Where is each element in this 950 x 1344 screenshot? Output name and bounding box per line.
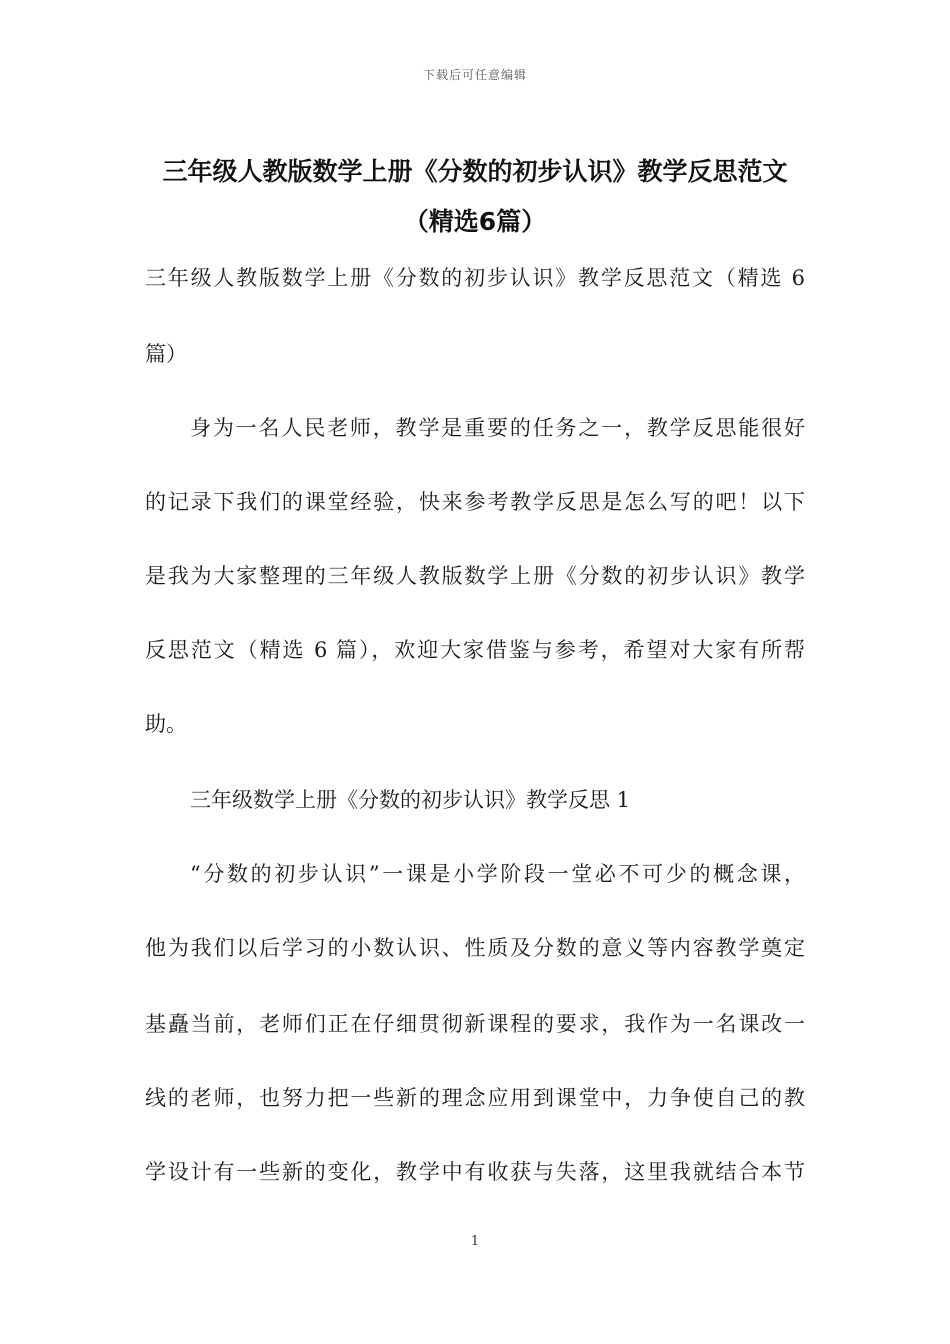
body-line: 助。	[145, 712, 187, 736]
body-line: 线的老师，也努力把一些新的理念应用到课堂中，力争使自己的教	[145, 1086, 805, 1110]
section-heading: 三年级数学上册《分数的初步认识》教学反思 1	[190, 788, 631, 812]
page-header: 下载后可任意编辑	[422, 68, 527, 82]
body-line: “分数的初步认识”一课是小学阶段一堂必不可少的概念课，	[190, 862, 805, 886]
body-line: 学设计有一些新的变化，教学中有收获与失落，这里我就结合本节	[145, 1160, 805, 1184]
body-line: 是我为大家整理的三年级人教版数学上册《分数的初步认识》教学	[145, 564, 805, 588]
body-line: 身为一名人民老师，教学是重要的任务之一，教学反思能很好	[190, 416, 805, 440]
page-number: 1	[470, 1234, 480, 1249]
body-line: 篇）	[145, 342, 187, 366]
body-line: 三年级人教版数学上册《分数的初步认识》教学反思范文（精选 6	[145, 266, 805, 290]
body-line: 基矗当前，老师们正在仔细贯彻新课程的要求，我作为一名课改一	[145, 1012, 805, 1036]
body-line: 的记录下我们的课堂经验，快来参考教学反思是怎么写的吧！以下	[145, 490, 805, 514]
document-title-subtitle: （精选6篇）	[403, 207, 547, 236]
body-line: 反思范文（精选 6 篇），欢迎大家借鉴与参考，希望对大家有所帮	[145, 638, 805, 662]
document-title: 三年级人教版数学上册《分数的初步认识》教学反思范文	[162, 157, 788, 186]
body-line: 他为我们以后学习的小数认识、性质及分数的意义等内容教学奠定	[145, 936, 805, 960]
